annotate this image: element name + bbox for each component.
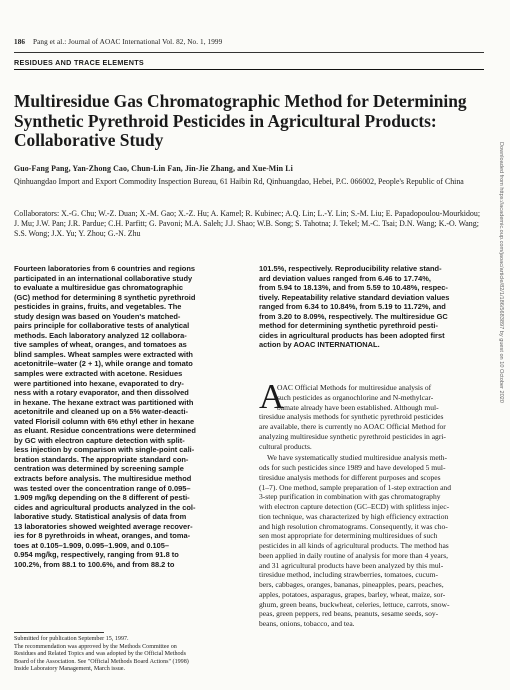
- body-line: such pesticides as organochlorine and N-methylcar-: [277, 392, 434, 402]
- section-heading: RESIDUES AND TRACE ELEMENTS: [14, 58, 145, 67]
- abstract-line: 101.5%, respectively. Reproducibility relative stand-: [259, 264, 442, 273]
- body-line: OAC Official Methods for multiresidue analysis of: [277, 383, 432, 392]
- abstract-line: 100.2%, from 88.1 to 100.6%, and from 88.2 to: [14, 559, 175, 569]
- body-line: are available, there is currently no AOAC Official Method for: [259, 422, 446, 431]
- abstract-line: toes at 0.105–1.909, 0.095–1.909, and 0.105–: [14, 540, 170, 550]
- abstract-line: less injection by comparison with single-point cali-: [14, 445, 195, 455]
- abstract-line: (GC) method for determining 8 synthetic pyrethroid: [14, 292, 196, 302]
- abstract-column-left: [14, 264, 244, 570]
- second-paragraph: [259, 453, 489, 629]
- abstract-line: pairs principle for collaborative tests of analytical: [14, 321, 190, 331]
- abstract-line: from 3.20 to 8.09%, respectively. The multiresidue GC: [259, 311, 448, 321]
- abstract-line: ness with a rotary evaporator, and then dissolved: [14, 388, 189, 398]
- abstract-line: vated Florisil column with 6% ethyl ether in hexane: [14, 416, 195, 426]
- abstract-line: as eluant. Residue concentrations were determined: [14, 426, 196, 436]
- abstract-line: action by AOAC INTERNATIONAL.: [259, 340, 380, 350]
- body-line: bamate already have been established. Although mul-: [277, 402, 439, 412]
- abstract-line: acetonitrile–water (2 + 1), while orange and tomato: [14, 359, 193, 369]
- body-line: apples, potatoes, asparagus, grapes, barley, wheat, maize, sor-: [259, 589, 446, 599]
- abstract-line: Fourteen laboratories from 6 countries and regions: [14, 264, 196, 273]
- download-watermark: [496, 142, 506, 612]
- body-line: and 31 agricultural products have been analyzed by this mul-: [259, 560, 444, 570]
- body-line: and high resolution chromatograms. Consequently, it was cho-: [259, 521, 448, 531]
- body-line: bers, cabbages, oranges, bananas, pineapples, pears, peaches,: [259, 580, 444, 589]
- body-line: ods for such pesticides since 1989 and have developed 5 mul-: [259, 463, 446, 472]
- abstract-line: pesticides in grains, fruits, and vegetables. The: [14, 302, 182, 312]
- abstract-line: laborative study. Statistical analysis of data from: [14, 512, 187, 522]
- abstract-line: 13 laboratories showed weighted average recover-: [14, 521, 193, 531]
- body-line: been applied in daily routine of analysis for more than 4 years,: [259, 550, 449, 560]
- footnote-line: Inside Laboratory Management, March issue.: [14, 666, 126, 673]
- abstract-line: 1.909 mg/kg depending on the 8 different of pesti-: [14, 493, 190, 503]
- drop-cap: A: [259, 377, 285, 416]
- abstract-line: 0.954 mg/kg, respectively, ranging from 91.8 to: [14, 550, 179, 560]
- abstract-line: participated in an international collaborative study: [14, 273, 193, 283]
- abstract-line: to evaluate a multiresidue gas chromatographic: [14, 283, 184, 293]
- body-line: tiresidue analysis methods for synthetic pyrethroid pesticides: [259, 412, 444, 422]
- abstract-line: tively. Repeatability relative standard deviation values: [259, 292, 450, 302]
- body-line: cultural products.: [259, 441, 312, 451]
- download-notice: Downloaded from https://academic.oup.com/jaoac/article/82/1/186/5683897 by guest on 10 October 2020: [498, 142, 504, 403]
- body-line: ghum, green beans, buckwheat, celeries, lettuce, carrots, snow-: [259, 599, 450, 609]
- abstract-line: was tested over the concentration range of 0.095–: [14, 483, 191, 493]
- abstract-line: method for determining synthetic pyrethroid pesti-: [259, 321, 438, 331]
- footnote-line: The recommendation was approved by the Methods Committee on: [14, 643, 177, 650]
- journal-citation: Pang et al.: Journal of AOAC International Vol. 82, No. 1, 1999: [33, 38, 223, 46]
- abstract-line: methods. Each laboratory analyzed 12 collabora-: [14, 330, 187, 340]
- body-line: (1–7). One method, sample preparation of 1-step extraction and: [259, 482, 451, 492]
- abstract-line: study design was based on Youden's matched-: [14, 311, 181, 321]
- body-text: [259, 377, 489, 629]
- body-line: tiresidue method, including strawberries, tomatoes, cucum-: [259, 570, 438, 580]
- section-rule: [14, 69, 484, 70]
- abstract-line: blind samples. Wheat samples were extracted with: [14, 349, 193, 359]
- body-line: 3-step purification in combination with gas chromatography: [259, 492, 441, 502]
- intro-paragraph-rest: [259, 412, 489, 451]
- intro-paragraph-head: [259, 377, 489, 416]
- abstract-line: were partitioned into hexane, evaporated to dry-: [14, 378, 184, 388]
- running-head: [14, 38, 484, 46]
- author-list: Guo-Fang Pang, Yan-Zhong Cao, Chun-Lin Fan, Jin-Jie Zhang, and Xue-Min Li: [14, 164, 293, 173]
- body-line: sen most appropriate for determining multiresidues of such: [259, 531, 438, 541]
- abstract-line: tive samples of wheat, oranges, and tomatoes as: [14, 340, 187, 350]
- abstract-line: ard deviation values ranged from 6.46 to 17.74%,: [259, 273, 431, 283]
- affiliation: Qinhuangdao Import and Export Commodity Inspection Bureau, 61 Haibin Rd, Qinhuangdao, Hebei, P.C. 066002, People's Republic of China: [14, 177, 464, 186]
- abstract-line: samples were extracted with acetone. Residues: [14, 369, 183, 379]
- abstract-line: cides and agricultural products analyzed in the col-: [14, 502, 196, 512]
- header-rule: [14, 52, 484, 53]
- body-line: We have systematically studied multiresidue analysis meth-: [267, 453, 448, 463]
- article-title: Multiresidue Gas Chromatographic Method for Determining Synthetic Pyrethroid Pesticides in Agricultural Products: Collaborative Study: [14, 91, 467, 151]
- abstract-line: centration was determined by screening sample: [14, 464, 184, 474]
- abstract-line: ranged from 6.34 to 10.84%, from 5.19 to 11.72%, and: [259, 302, 446, 312]
- footnotes: [14, 636, 246, 674]
- body-line: tiresidue analysis methods for different purposes and scopes: [259, 472, 441, 482]
- page-number: 186: [14, 38, 26, 46]
- body-line: pesticides in all kinds of agricultural products. The method has: [259, 541, 449, 550]
- body-line: peas, green peppers, red beans, peanuts, sesame seeds, soy-: [259, 609, 439, 619]
- abstract-line: ies for 8 pyrethroids in wheat, oranges, and toma-: [14, 531, 191, 541]
- body-line: tion technique, was characterized by high efficiency extraction: [259, 511, 449, 521]
- abstract-line: from 5.94 to 18.13%, and from 5.59 to 10.48%, respec-: [259, 283, 448, 293]
- abstract-line: extracts before analysis. The multiresidue method: [14, 474, 192, 484]
- footnote-line: Submitted for publication September 15, 1997.: [14, 636, 129, 642]
- abstract-column-right: [259, 264, 489, 350]
- body-line: beans, onions, tobacco, and tea.: [259, 619, 355, 628]
- abstract-line: acetonitrile and cleaned up on a 5% water-deacti-: [14, 407, 189, 417]
- abstract-line: by GC with electron capture detection with split-: [14, 435, 185, 445]
- abstract-line: cides in agricultural products has been adopted first: [259, 330, 445, 340]
- footnote-line: Residues and Related Topics and was adopted by the Official Methods: [14, 651, 186, 658]
- abstract-line: in hexane. The hexane extract was partitioned with: [14, 397, 194, 407]
- body-line: with electron capture detection (GC–ECD) with splitless injec-: [259, 502, 450, 511]
- abstract-line: bration standards. The appropriate standard con-: [14, 454, 189, 464]
- body-line: analyzing multiresidue synthetic pyrethroid pesticides in agri-: [259, 431, 446, 441]
- footnote-rule: [14, 632, 104, 633]
- collaborators: Collaborators: X.-G. Chu; W.-Z. Duan; X.-M. Gao; X.-Z. Hu; A. Kamel; R. Kubinec; A.Q. Lin; L.-Y. Lin; S.-M. Liu; E. Papadopoulou-Mourkidou; J. Mu; J.W. Pan; J.R. Pardue; C.H. Parfitt; G. Pavoni; M.A. Saleh; J.J. Shao; W.B. Song; S. Tahotna; J. Tekel; M.-C. Tsai; D.N. Wang; K.-O. Wang; S.S. Wong; J.X. Yu; Y. Zhou; G.-N. Zhu: [14, 209, 481, 239]
- footnote-line: Board of the Association. See "Official Methods Board Actions" (1998): [14, 658, 189, 665]
